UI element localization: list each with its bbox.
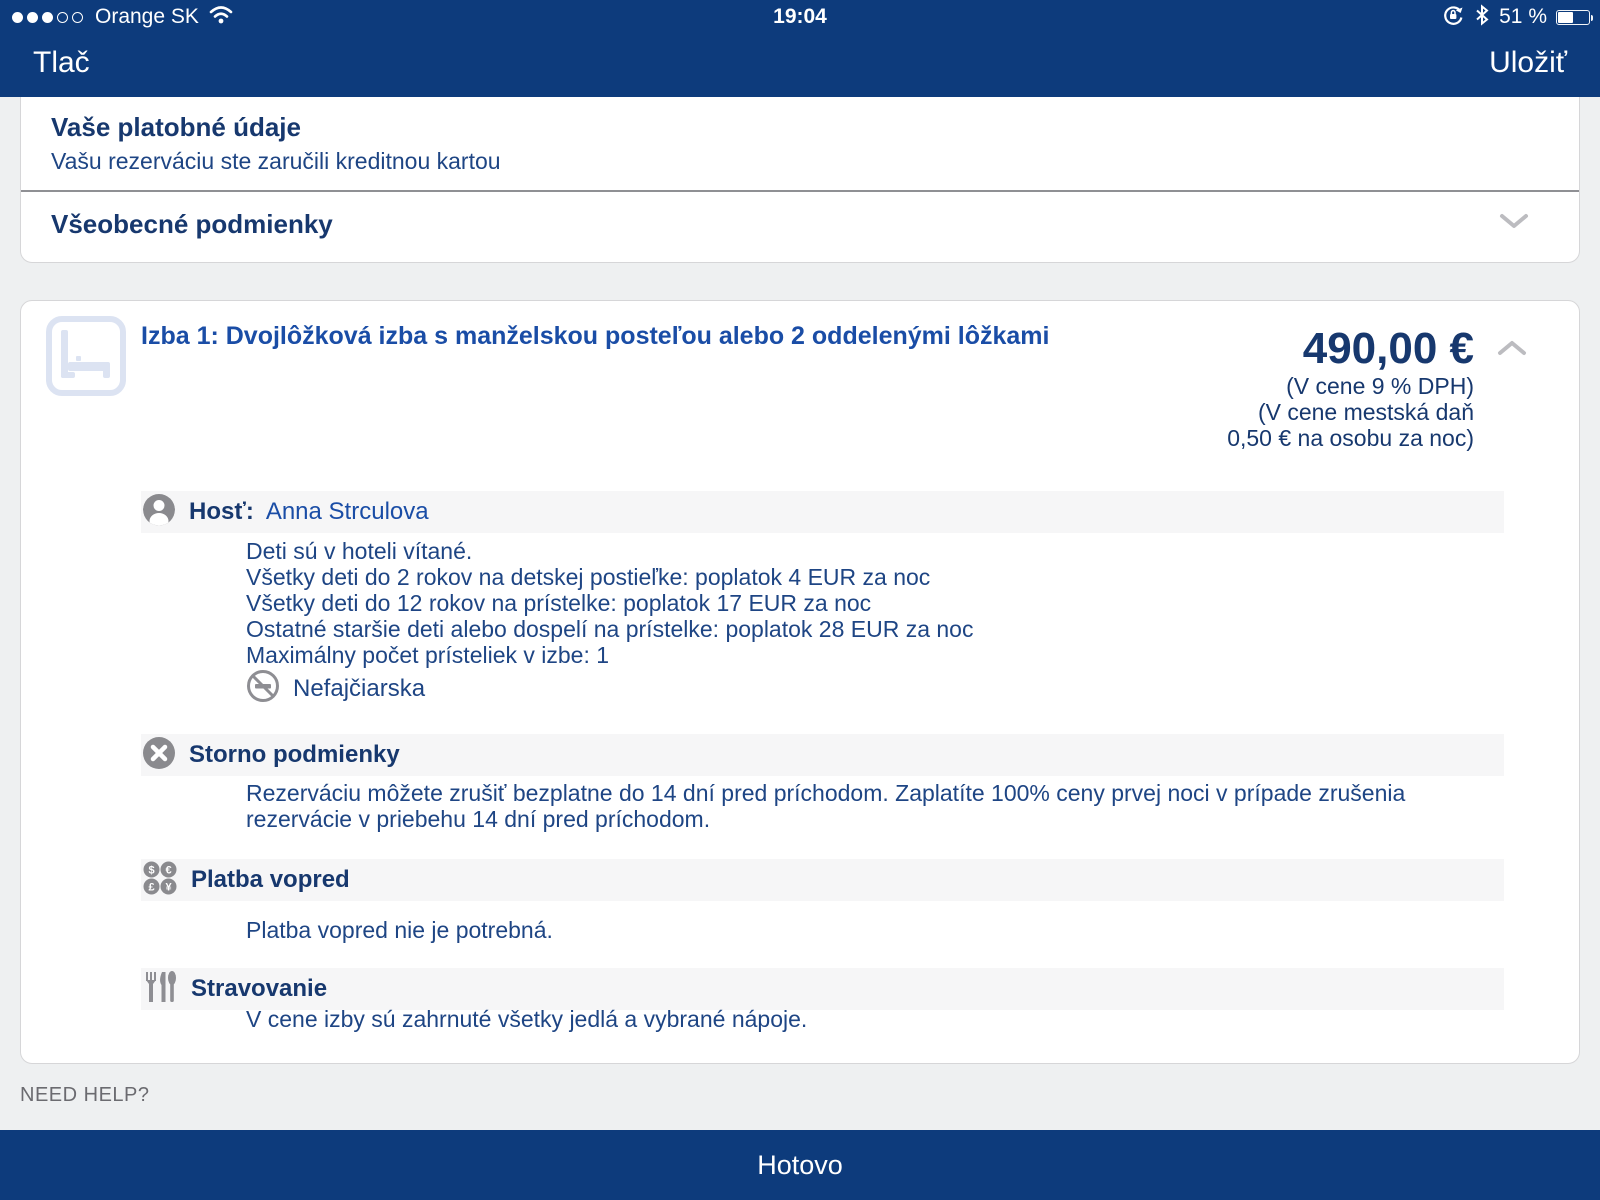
rotation-lock-icon [1441, 3, 1465, 32]
price-note: (V cene 9 % DPH) [1286, 373, 1474, 399]
bed-icon [46, 316, 126, 396]
bluetooth-icon [1474, 4, 1490, 31]
save-button[interactable]: Uložiť [1489, 46, 1567, 79]
status-bar [0, 0, 1600, 34]
price-note: (V cene mestská daň [1257, 399, 1474, 425]
guest-label: Hosť: [189, 498, 254, 525]
chevron-up-icon[interactable] [1497, 339, 1527, 362]
child-policy-line: Maximálny počet prísteliek v izbe: 1 [246, 642, 610, 668]
done-bar[interactable] [0, 1130, 1600, 1200]
cancellation-label: Storno podmienky [189, 741, 400, 768]
guest-name: Anna Strculova [265, 498, 429, 525]
meals-label: Stravovanie [191, 975, 328, 1002]
battery-fill [1558, 12, 1573, 23]
x-circle-icon [143, 737, 175, 774]
payment-subtitle: Vašu rezerváciu ste zaručili kreditnou kartou [51, 148, 501, 174]
cutlery-icon [143, 970, 177, 1009]
print-button[interactable]: Tlač [33, 46, 90, 79]
need-help-link[interactable]: NEED HELP? [20, 1084, 150, 1106]
svg-text:€: € [165, 864, 172, 876]
prepayment-text: Platba vopred nie je potrebná. [246, 917, 553, 943]
general-conditions-label: Všeobecné podmienky [51, 209, 333, 239]
price-note: 0,50 € na osobu za noc) [1227, 425, 1474, 451]
carrier-label: Orange SK [95, 5, 199, 28]
battery-nub [1591, 15, 1594, 21]
child-policy-line: Všetky deti do 2 rokov na detskej postieľke: poplatok 4 EUR za noc [246, 564, 931, 590]
prepayment-section-bar [141, 859, 1504, 901]
meals-section-bar [141, 968, 1504, 1010]
svg-text:£: £ [148, 881, 155, 893]
general-conditions-row[interactable] [21, 192, 1579, 262]
guest-section-bar [141, 491, 1504, 533]
no-smoking-icon [246, 669, 280, 710]
room-card [20, 300, 1580, 1064]
meals-text: V cene izby sú zahrnuté všetky jedlá a vybrané nápoje. [246, 1006, 808, 1032]
no-smoking-row [246, 671, 425, 707]
child-policy-line: Všetky deti do 12 rokov na prístelke: poplatok 17 EUR za noc [246, 590, 872, 616]
payment-card [20, 97, 1580, 263]
child-policy-line: Ostatné staršie deti alebo dospelí na prístelke: poplatok 28 EUR za noc [246, 616, 974, 642]
prepayment-label: Platba vopred [191, 866, 350, 893]
no-smoking-label: Nefajčiarska [293, 675, 426, 702]
svg-text:¥: ¥ [165, 881, 172, 893]
child-policy-line: Deti sú v hoteli vítané. [246, 538, 473, 564]
cancellation-text: Rezerváciu môžete zrušiť bezplatne do 14 dní pred príchodom. Zaplatíte 100% ceny prvej noci v prípade zrušenia rezervácie v priebehu 14 dní pred príchodom. [246, 780, 1406, 832]
payment-title: Vaše platobné údaje [51, 112, 301, 142]
battery-percent-label: 51 % [1499, 5, 1547, 28]
svg-text:$: $ [148, 864, 155, 876]
done-button[interactable]: Hotovo [757, 1149, 843, 1180]
person-icon [143, 494, 175, 531]
child-policy-text [246, 538, 973, 668]
top-bar [0, 0, 1600, 97]
status-right [1441, 0, 1590, 34]
chevron-down-icon[interactable] [1499, 212, 1529, 235]
cancellation-section-bar [141, 734, 1504, 776]
price-block [1227, 325, 1474, 451]
clock: 19:04 [773, 5, 827, 28]
price-value: 490,00 € [1302, 324, 1474, 373]
currency-coins-icon [143, 861, 177, 900]
battery-icon [1556, 10, 1590, 25]
room-title: Izba 1: Dvojlôžková izba s manželskou posteľou alebo 2 oddelenými lôžkami [141, 322, 1050, 350]
